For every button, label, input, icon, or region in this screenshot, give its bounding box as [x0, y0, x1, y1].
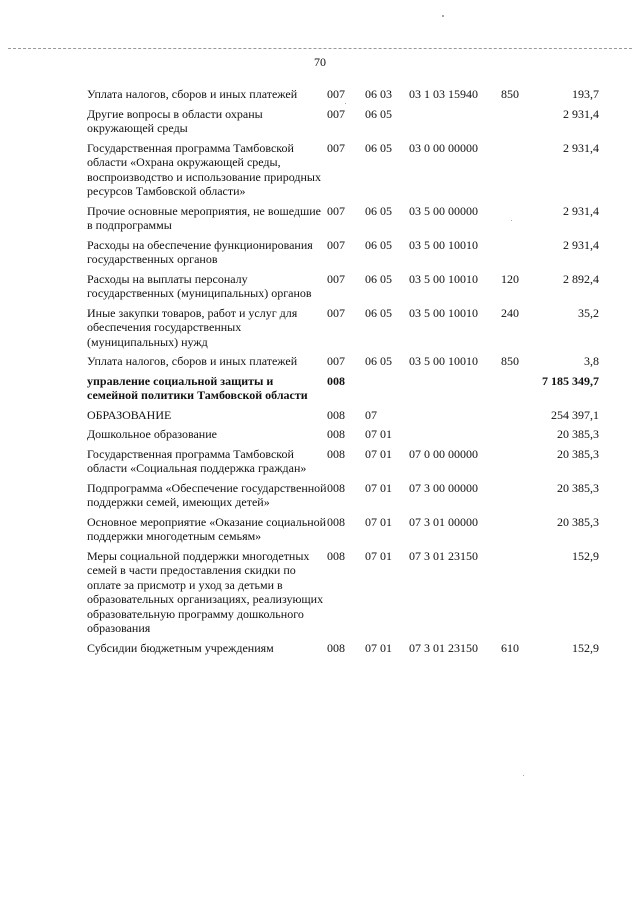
table-row — [87, 447, 599, 481]
table-row — [87, 427, 599, 447]
expense-type-code-cell — [501, 107, 533, 141]
line-item-name-cell: Другие вопросы в области охраны окружающей среды — [87, 106, 263, 135]
target-article-code-cell — [409, 408, 501, 428]
target-article-code-cell: 03 5 00 10010 — [409, 305, 478, 320]
department-code-cell: 007 — [327, 305, 345, 320]
target-article-code-cell: 07 3 00 00000 — [409, 480, 478, 495]
expense-type-code-cell: 120 — [501, 271, 519, 286]
amount-cell: 2 892,4 — [563, 271, 599, 286]
expense-type-code-cell — [501, 515, 533, 549]
line-item-name-cell: управление социальной защиты и семейной политики Тамбовской области — [87, 373, 308, 402]
expense-type-code-cell — [501, 549, 533, 641]
target-article-code-cell: 07 0 00 00000 — [409, 446, 478, 461]
table-row — [87, 306, 599, 355]
target-article-code-cell: 07 3 01 23150 — [409, 548, 478, 563]
amount-cell: 2 931,4 — [563, 140, 599, 155]
expense-type-code-cell: 850 — [501, 87, 519, 101]
section-subsection-code-cell: 07 01 — [365, 427, 392, 441]
line-item-name-cell: Уплата налогов, сборов и иных платежей — [87, 87, 298, 101]
line-item-name-cell: Расходы на обеспечение функционирования государственных органов — [87, 237, 313, 266]
line-item-name-cell: Прочие основные мероприятия, не вошедшие в подпрограммы — [87, 203, 321, 232]
department-code-cell: 007 — [327, 140, 345, 155]
amount-cell: 193,7 — [572, 87, 599, 101]
section-subsection-code-cell: 06 05 — [365, 354, 392, 368]
section-subsection-code-cell: 06 05 — [365, 305, 392, 320]
table-row — [87, 374, 599, 408]
scan-speck — [523, 775, 524, 776]
department-code-cell: 008 — [327, 373, 345, 388]
amount-cell: 152,9 — [572, 548, 599, 563]
expense-type-code-cell — [501, 408, 533, 428]
section-subsection-code-cell: 07 01 — [365, 640, 392, 655]
target-article-code-cell: 03 1 03 15940 — [409, 87, 478, 101]
expense-type-code-cell: 850 — [501, 354, 519, 368]
department-code-cell: 008 — [327, 640, 345, 655]
target-article-code-cell: 03 5 00 10010 — [409, 237, 478, 252]
target-article-code-cell: 07 3 01 23150 — [409, 640, 478, 655]
line-item-name-cell: Государственная программа Тамбовской области «Социальная поддержка граждан» — [87, 446, 307, 475]
table-row — [87, 141, 599, 204]
table-row — [87, 238, 599, 272]
department-code-cell: 008 — [327, 427, 345, 441]
target-article-code-cell — [409, 107, 501, 141]
section-subsection-code-cell: 06 05 — [365, 271, 392, 286]
section-subsection-code-cell: 06 05 — [365, 203, 392, 218]
department-code-cell: 007 — [327, 106, 345, 121]
section-subsection-code-cell — [365, 374, 409, 408]
table-row — [87, 354, 599, 374]
amount-cell: 152,9 — [572, 640, 599, 655]
expense-type-code-cell: 610 — [501, 640, 519, 655]
amount-cell: 20 385,3 — [557, 427, 599, 441]
section-subsection-code-cell: 07 — [365, 407, 377, 422]
target-article-code-cell: 03 5 00 00000 — [409, 203, 478, 218]
amount-cell: 7 185 349,7 — [542, 373, 599, 388]
amount-cell: 20 385,3 — [557, 514, 599, 529]
amount-cell: 254 397,1 — [551, 407, 599, 422]
table-row — [87, 641, 599, 661]
department-code-cell: 007 — [327, 354, 345, 368]
page-number: 70 — [314, 55, 326, 69]
scan-speck — [442, 15, 444, 17]
table-row — [87, 272, 599, 306]
section-subsection-code-cell: 06 05 — [365, 106, 392, 121]
table-row — [87, 408, 599, 428]
table-row — [87, 107, 599, 141]
table-row — [87, 87, 599, 107]
amount-cell: 20 385,3 — [557, 446, 599, 461]
table-row — [87, 549, 599, 641]
expense-type-code-cell — [501, 374, 533, 408]
department-code-cell: 007 — [327, 203, 345, 218]
line-item-name-cell: Расходы на выплаты персоналу государственных (муниципальных) органов — [87, 271, 312, 300]
department-code-cell: 008 — [327, 514, 345, 529]
section-subsection-code-cell: 06 03 — [365, 87, 392, 101]
expense-type-code-cell — [501, 447, 533, 481]
expense-type-code-cell — [501, 238, 533, 272]
line-item-name-cell: Государственная программа Тамбовской области «Охрана окружающей среды, воспроизводство и использование природных ресурсов Тамбовской области» — [87, 140, 321, 198]
amount-cell: 2 931,4 — [563, 203, 599, 218]
department-code-cell: 008 — [327, 480, 345, 495]
budget-expenditure-table — [87, 87, 599, 660]
target-article-code-cell: 03 5 00 10010 — [409, 271, 478, 286]
amount-cell: 20 385,3 — [557, 480, 599, 495]
section-subsection-code-cell: 07 01 — [365, 480, 392, 495]
expense-type-code-cell — [501, 427, 533, 447]
department-code-cell: 008 — [327, 407, 345, 422]
section-subsection-code-cell: 07 01 — [365, 446, 392, 461]
line-item-name-cell: Основное мероприятие «Оказание социальной поддержки многодетным семьям» — [87, 514, 327, 543]
line-item-name-cell: Иные закупки товаров, работ и услуг для обеспечения государственных (муниципальных) нужд — [87, 305, 298, 349]
department-code-cell: 007 — [327, 271, 345, 286]
amount-cell: 2 931,4 — [563, 237, 599, 252]
amount-cell: 2 931,4 — [563, 106, 599, 121]
amount-cell: 3,8 — [584, 354, 599, 368]
page-top-dashed-rule — [8, 48, 632, 49]
section-subsection-code-cell: 07 01 — [365, 548, 392, 563]
section-subsection-code-cell: 06 05 — [365, 140, 392, 155]
table-row — [87, 204, 599, 238]
expense-type-code-cell: 240 — [501, 305, 519, 320]
table-row — [87, 481, 599, 515]
line-item-name-cell: ОБРАЗОВАНИЕ — [87, 407, 172, 422]
section-subsection-code-cell: 07 01 — [365, 514, 392, 529]
table-row — [87, 515, 599, 549]
target-article-code-cell: 03 5 00 10010 — [409, 354, 478, 368]
department-code-cell: 008 — [327, 446, 345, 461]
section-subsection-code-cell: 06 05 — [365, 237, 392, 252]
expense-type-code-cell — [501, 204, 533, 238]
line-item-name-cell: Субсидии бюджетным учреждениям — [87, 640, 274, 655]
target-article-code-cell: 03 0 00 00000 — [409, 140, 478, 155]
target-article-code-cell — [409, 374, 501, 408]
line-item-name-cell: Меры социальной поддержки многодетных семей в части предоставления скидки по оплате за присмотр и уход за детьми в образовательных организациях, реализующих образовательную программу дошкольного образования — [87, 548, 324, 635]
expense-type-code-cell — [501, 141, 533, 204]
target-article-code-cell: 07 3 01 00000 — [409, 514, 478, 529]
budget-table-body — [87, 87, 599, 660]
target-article-code-cell — [409, 427, 501, 447]
department-code-cell: 008 — [327, 548, 345, 563]
expense-type-code-cell — [501, 481, 533, 515]
department-code-cell: 007 — [327, 87, 345, 101]
line-item-name-cell: Подпрограмма «Обеспечение государственной поддержки семей, имеющих детей» — [87, 480, 327, 509]
line-item-name-cell: Дошкольное образование — [87, 427, 217, 441]
amount-cell: 35,2 — [578, 305, 599, 320]
department-code-cell: 007 — [327, 237, 345, 252]
line-item-name-cell: Уплата налогов, сборов и иных платежей — [87, 354, 298, 368]
